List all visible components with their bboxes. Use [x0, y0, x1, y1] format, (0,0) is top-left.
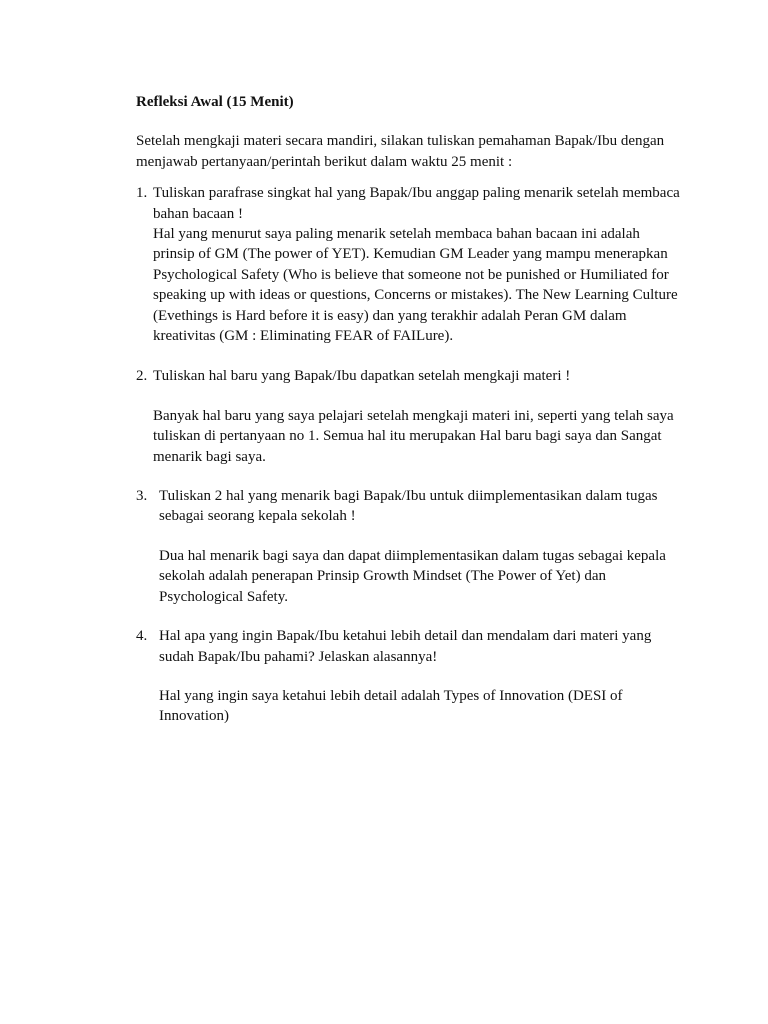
- question-text: Tuliskan hal baru yang Bapak/Ibu dapatkan setelah mengkaji materi !: [153, 368, 571, 385]
- item-number: 4.: [136, 628, 148, 645]
- answer-text: Hal yang menurut saya paling menarik setelah membaca bahan bacaan ini adalah prinsip of GM (The power of YET). Kemudian GM Leader yang mampu menerapkan Psychological Safety (Who is believe that someone not be punished or Humiliated for speaking up with ideas or questions, Concerns or mistakes). The New Learning Culture (Evethings is Hard before it is easy) dan yang terakhir adalah Peran GM dalam kreativitas (GM : Eliminating FEAR of FAILure).: [153, 226, 678, 345]
- item-number: 2.: [136, 368, 148, 385]
- item-number: 3.: [136, 488, 148, 505]
- question-text: Tuliskan parafrase singkat hal yang Bapak/Ibu anggap paling menarik setelah membaca bahan bacaan !: [153, 185, 680, 222]
- intro-paragraph: Setelah mengkaji materi secara mandiri, silakan tuliskan pemahaman Bapak/Ibu dengan menjawab pertanyaan/perintah berikut dalam waktu 25 menit :: [136, 133, 665, 170]
- answer-text: Banyak hal baru yang saya pelajari setelah mengkaji materi ini, seperti yang telah saya tuliskan di pertanyaan no 1. Semua hal itu merupakan Hal baru bagi saya dan Sangat menarik bagi saya.: [153, 407, 674, 465]
- document-title: Refleksi Awal (15 Menit): [136, 94, 294, 110]
- list-item: [136, 486, 684, 607]
- list-item: [136, 183, 684, 346]
- list-item: [136, 366, 684, 467]
- item-number: 1.: [136, 185, 148, 202]
- question-text: Tuliskan 2 hal yang menarik bagi Bapak/Ibu untuk diimplementasikan dalam tugas sebagai seorang kepala sekolah !: [159, 488, 658, 525]
- document-page: [136, 92, 684, 727]
- question-text: Hal apa yang ingin Bapak/Ibu ketahui lebih detail dan mendalam dari materi yang sudah Bapak/Ibu pahami? Jelaskan alasannya!: [159, 628, 652, 665]
- answer-text: Dua hal menarik bagi saya dan dapat diimplementasikan dalam tugas sebagai kepala sekolah adalah penerapan Prinsip Growth Mindset (The Power of Yet) dan Psychological Safety.: [159, 547, 666, 605]
- list-item: [136, 626, 684, 727]
- answer-text: Hal yang ingin saya ketahui lebih detail adalah Types of Innovation (DESI of Innovation): [159, 687, 623, 725]
